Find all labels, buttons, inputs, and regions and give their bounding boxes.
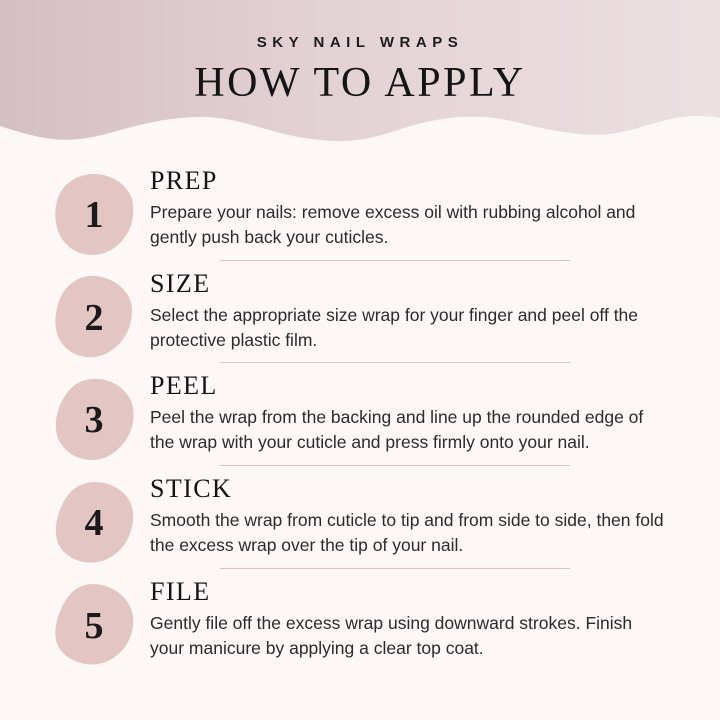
brand-name: SKY NAIL WRAPS bbox=[256, 34, 464, 51]
step-description: Peel the wrap from the backing and line up the rounded edge of the wrap with your cuticle and press firmly onto your nail. bbox=[150, 407, 644, 453]
step-body bbox=[136, 573, 692, 661]
step-number-badge bbox=[52, 172, 136, 258]
step-description: Prepare your nails: remove excess oil with rubbing alcohol and gently push back your cuticles. bbox=[150, 202, 636, 247]
step-number: 2 bbox=[84, 296, 104, 339]
step-divider bbox=[220, 465, 570, 466]
list-item bbox=[0, 162, 720, 261]
step-title: SIZE bbox=[150, 268, 211, 298]
list-item bbox=[0, 573, 720, 669]
list-item bbox=[0, 367, 720, 466]
list-item bbox=[0, 265, 720, 364]
header bbox=[0, 0, 720, 160]
step-divider bbox=[220, 568, 570, 569]
step-number: 1 bbox=[84, 194, 104, 236]
step-body bbox=[136, 265, 692, 364]
step-body bbox=[136, 367, 692, 466]
step-number-badge bbox=[52, 583, 136, 669]
step-number-badge bbox=[52, 275, 136, 361]
step-title: STICK bbox=[150, 474, 233, 504]
header-text-block bbox=[0, 0, 720, 105]
steps-list bbox=[0, 162, 720, 673]
step-description: Select the appropriate size wrap for your finger and peel off the protective plastic film. bbox=[150, 304, 639, 350]
step-title: PREP bbox=[150, 166, 218, 195]
step-number: 4 bbox=[84, 502, 104, 545]
step-number: 3 bbox=[84, 399, 104, 442]
step-title: FILE bbox=[150, 576, 211, 606]
step-title: PEEL bbox=[150, 371, 218, 401]
page-title: HOW TO APPLY bbox=[194, 60, 526, 106]
list-item bbox=[0, 470, 720, 569]
step-description: Smooth the wrap from cuticle to tip and from side to side, then fold the excess wrap over the tip of your nail. bbox=[150, 510, 664, 555]
step-number: 5 bbox=[84, 604, 104, 647]
step-body bbox=[136, 162, 692, 261]
step-number-badge bbox=[52, 377, 136, 463]
step-body bbox=[136, 470, 692, 569]
step-divider bbox=[220, 260, 570, 261]
step-description: Gently file off the excess wrap using downward strokes. Finish your manicure by applying a clear top coat. bbox=[150, 612, 633, 658]
step-number-badge bbox=[52, 480, 136, 566]
step-divider bbox=[220, 362, 570, 363]
